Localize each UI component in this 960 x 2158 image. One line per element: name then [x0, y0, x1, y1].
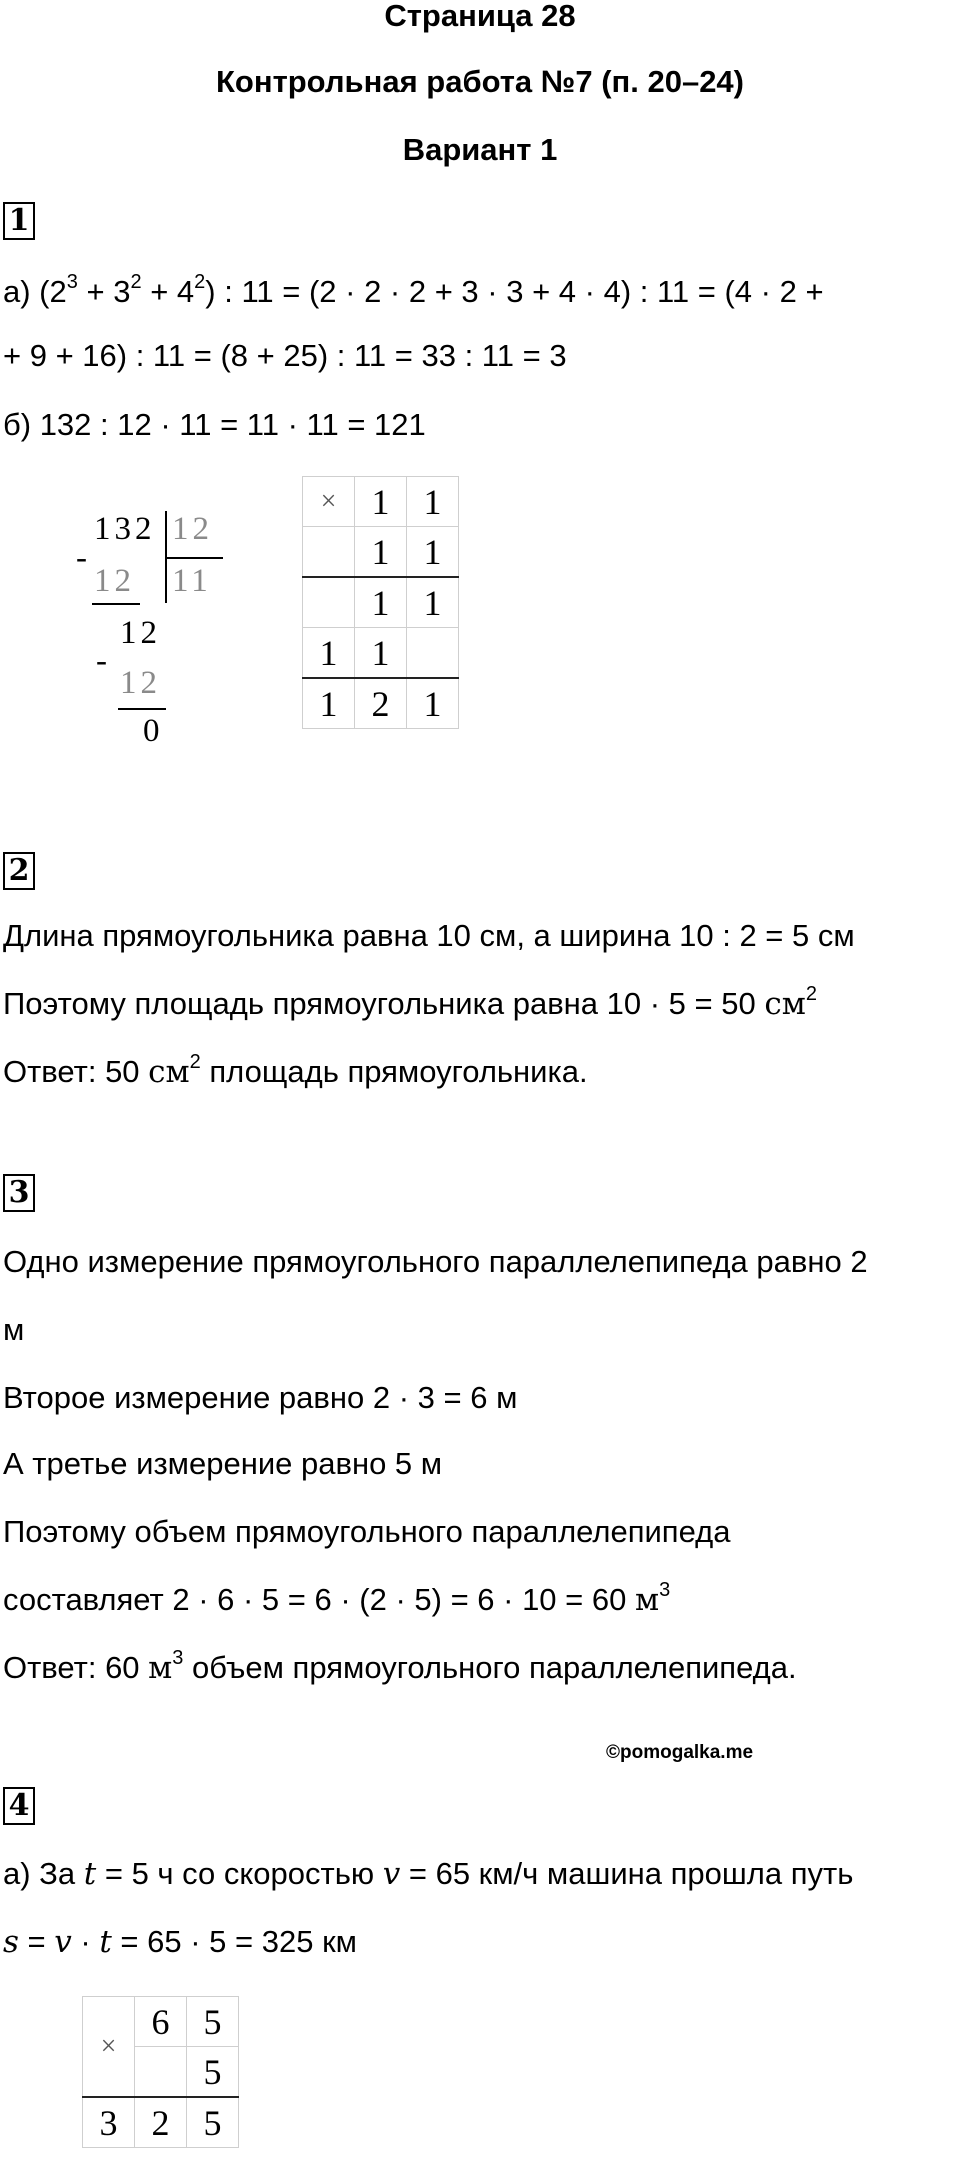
table-cell: [135, 2047, 187, 2098]
table-cell: 1: [407, 477, 459, 527]
table-cell: 5: [187, 2047, 239, 2098]
task4-formula: s = v · t = 65 · 5 = 325 км: [3, 1924, 357, 1960]
table-cell: 5: [187, 1997, 239, 2047]
division-sub-1: 12: [94, 563, 135, 599]
division-horizontal-line: [167, 557, 223, 559]
task1-line-a2: + 9 + 16) : 11 = (8 + 25) : 11 = 33 : 11 = 3: [3, 338, 567, 373]
division-underline-1: [92, 603, 140, 605]
table-cell: [303, 527, 355, 578]
task2-line-1: Длина прямоугольника равна 10 см, а ширина 10 : 2 = 5 см: [3, 918, 855, 953]
table-cell: [407, 628, 459, 679]
task3-line-5: составляет 2 · 6 · 5 = 6 · (2 · 5) = 6 · 10 = 60 $м^3$: [3, 1578, 671, 1618]
table-cell: 2: [135, 2097, 187, 2148]
table-cell: 1: [303, 628, 355, 679]
multiplication-table-65x5: [82, 1996, 239, 2148]
task-number-4: 4: [3, 1787, 35, 1825]
task3-line-1b: м: [3, 1312, 25, 1347]
multiplication-table-11x11: [302, 476, 459, 729]
task1-line-b: б) 132 : 12 · 11 = 11 · 11 = 121: [3, 407, 426, 442]
table-cell: 1: [355, 628, 407, 679]
page-title: Контрольная работа №7 (п. 20–24): [215, 64, 744, 99]
table-cell: [303, 577, 355, 628]
multiply-sign: ×: [303, 477, 355, 527]
division-result: 0: [143, 713, 160, 749]
task-number-1: 1: [3, 202, 35, 240]
division-minus-2: -: [96, 643, 107, 679]
table-cell: 5: [187, 2097, 239, 2148]
task3-line-2: Второе измерение равно 2 · 3 = 6 м: [3, 1380, 518, 1415]
variant-title: Вариант 1: [402, 132, 558, 167]
table-cell: 1: [355, 477, 407, 527]
task4-line-a: а) За t = 5 ч со скоростью v = 65 км/ч машина прошла путь: [3, 1856, 854, 1892]
task3-line-4: Поэтому объем прямоугольного параллелепипеда: [3, 1514, 731, 1549]
task-number-2: 2: [3, 852, 35, 890]
table-cell: 1: [407, 577, 459, 628]
task3-line-1: Одно измерение прямоугольного параллелепипеда равно 2: [3, 1244, 868, 1279]
division-minus-1: -: [76, 540, 87, 576]
table-cell: 1: [355, 577, 407, 628]
division-sub-2: 12: [120, 665, 161, 701]
task-number-3: 3: [3, 1174, 35, 1212]
table-cell: 6: [135, 1997, 187, 2047]
task3-answer: Ответ: 60 $м^3$ объем прямоугольного параллелепипеда.: [3, 1646, 797, 1686]
long-division: [70, 505, 240, 755]
multiply-sign: ×: [83, 1997, 135, 2098]
table-cell: 3: [83, 2097, 135, 2148]
table-cell: 1: [407, 527, 459, 578]
watermark: ©pomogalka.me: [606, 1742, 754, 1763]
page-number: Страница 28: [384, 0, 576, 33]
task2-line-2: Поэтому площадь прямоугольника равна 10 · 5 = 50 $см^2$: [3, 982, 817, 1022]
task2-answer: Ответ: 50 $см^2$ площадь прямоугольника.: [3, 1050, 588, 1090]
task3-line-3: А третье измерение равно 5 м: [3, 1446, 443, 1481]
table-cell: 1: [355, 527, 407, 578]
division-divisor: 12: [172, 511, 213, 547]
table-cell: 2: [355, 678, 407, 729]
table-cell: 1: [303, 678, 355, 729]
division-quotient: 11: [172, 563, 212, 599]
task1-line-a: а) $(2^3 + 3^2 + 4^2)$ : 11 = (2 · 2 · 2 + 3 · 3 + 4 · 4) : 11 = (4 · 2 +: [3, 270, 824, 309]
division-underline-2: [118, 708, 166, 710]
table-cell: 1: [407, 678, 459, 729]
division-dividend: 132: [94, 511, 156, 547]
division-rem-1: 12: [120, 615, 161, 651]
